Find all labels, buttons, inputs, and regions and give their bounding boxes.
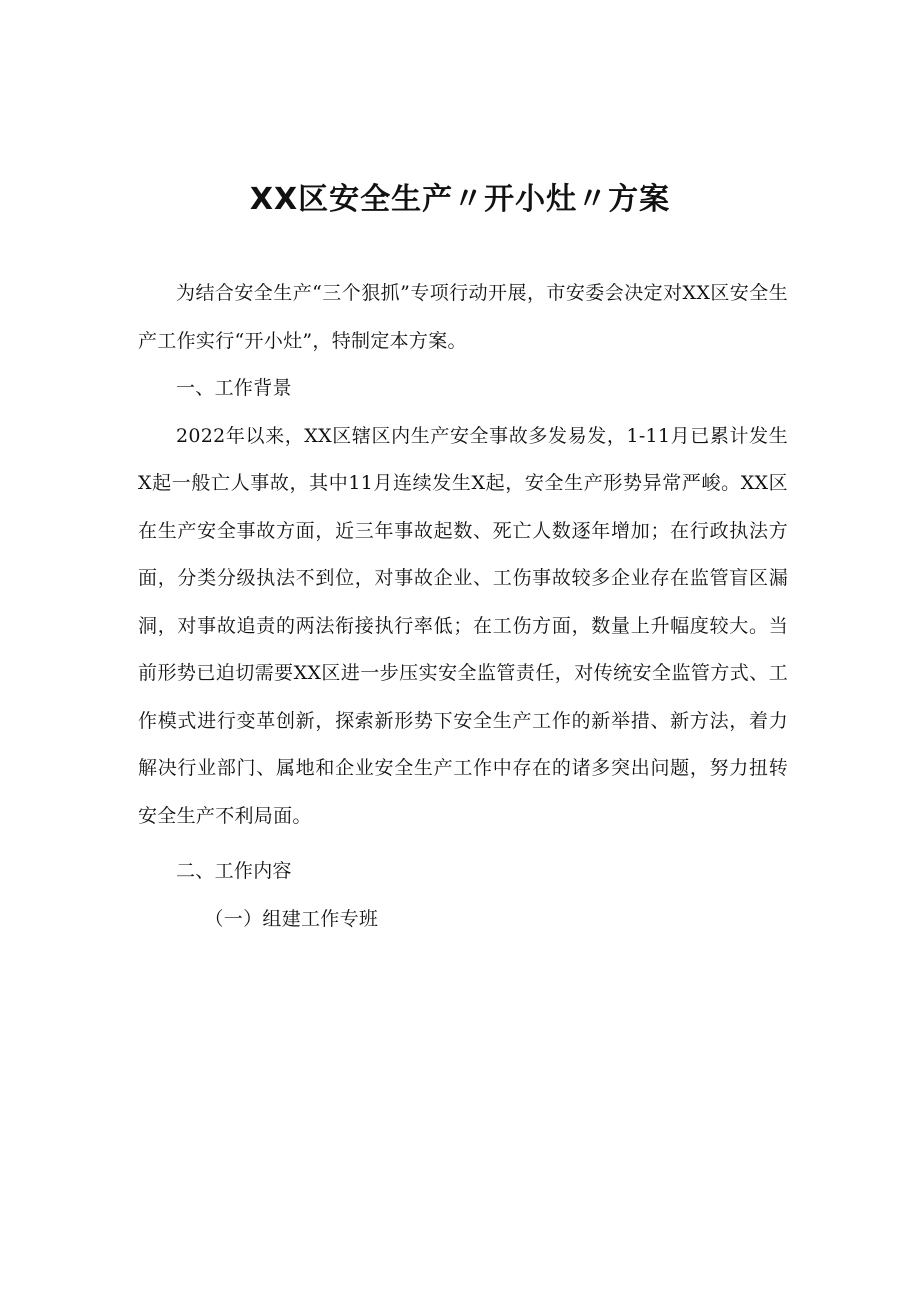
section-1-paragraph: 2022年以来，XX区辖区内生产安全事故多发易发，1-11月已累计发生X起一般亡人事故，其中11月连续发生X起，安全生产形势异常严峻。XX区在生产安全事故方面，近三年事故起数、死亡人数逐年增加；在行政执法方面，分类分级执法不到位，对事故企业、工伤事故较多企业存在监管盲区漏洞，对事故追责的两法衔接执行率低；在工伤方面，数量上升幅度较大。当前形势已迫切需要XX区进一步压实安全监管责任，对传统安全监管方式、工作模式进行变革创新，探索新形势下安全生产工作的新举措、新方法，着力解决行业部门、属地和企业安全生产工作中存在的诸多突出问题，努力扭转安全生产不利局面。 <box>138 424 788 827</box>
intro-paragraph: 为结合安全生产“三个狠抓”专项行动开展，市安委会决定对XX区安全生产工作实行“开小灶”，特制定本方案。 <box>138 282 788 352</box>
section-1-heading: 一、工作背景 <box>176 377 292 399</box>
document-title: XX区安全生产〃开小灶〃方案 <box>249 182 671 217</box>
section-2-heading: 二、工作内容 <box>176 860 292 882</box>
document-body <box>138 270 788 943</box>
section-2-subheading-1: （一）组建工作专班 <box>204 907 379 930</box>
